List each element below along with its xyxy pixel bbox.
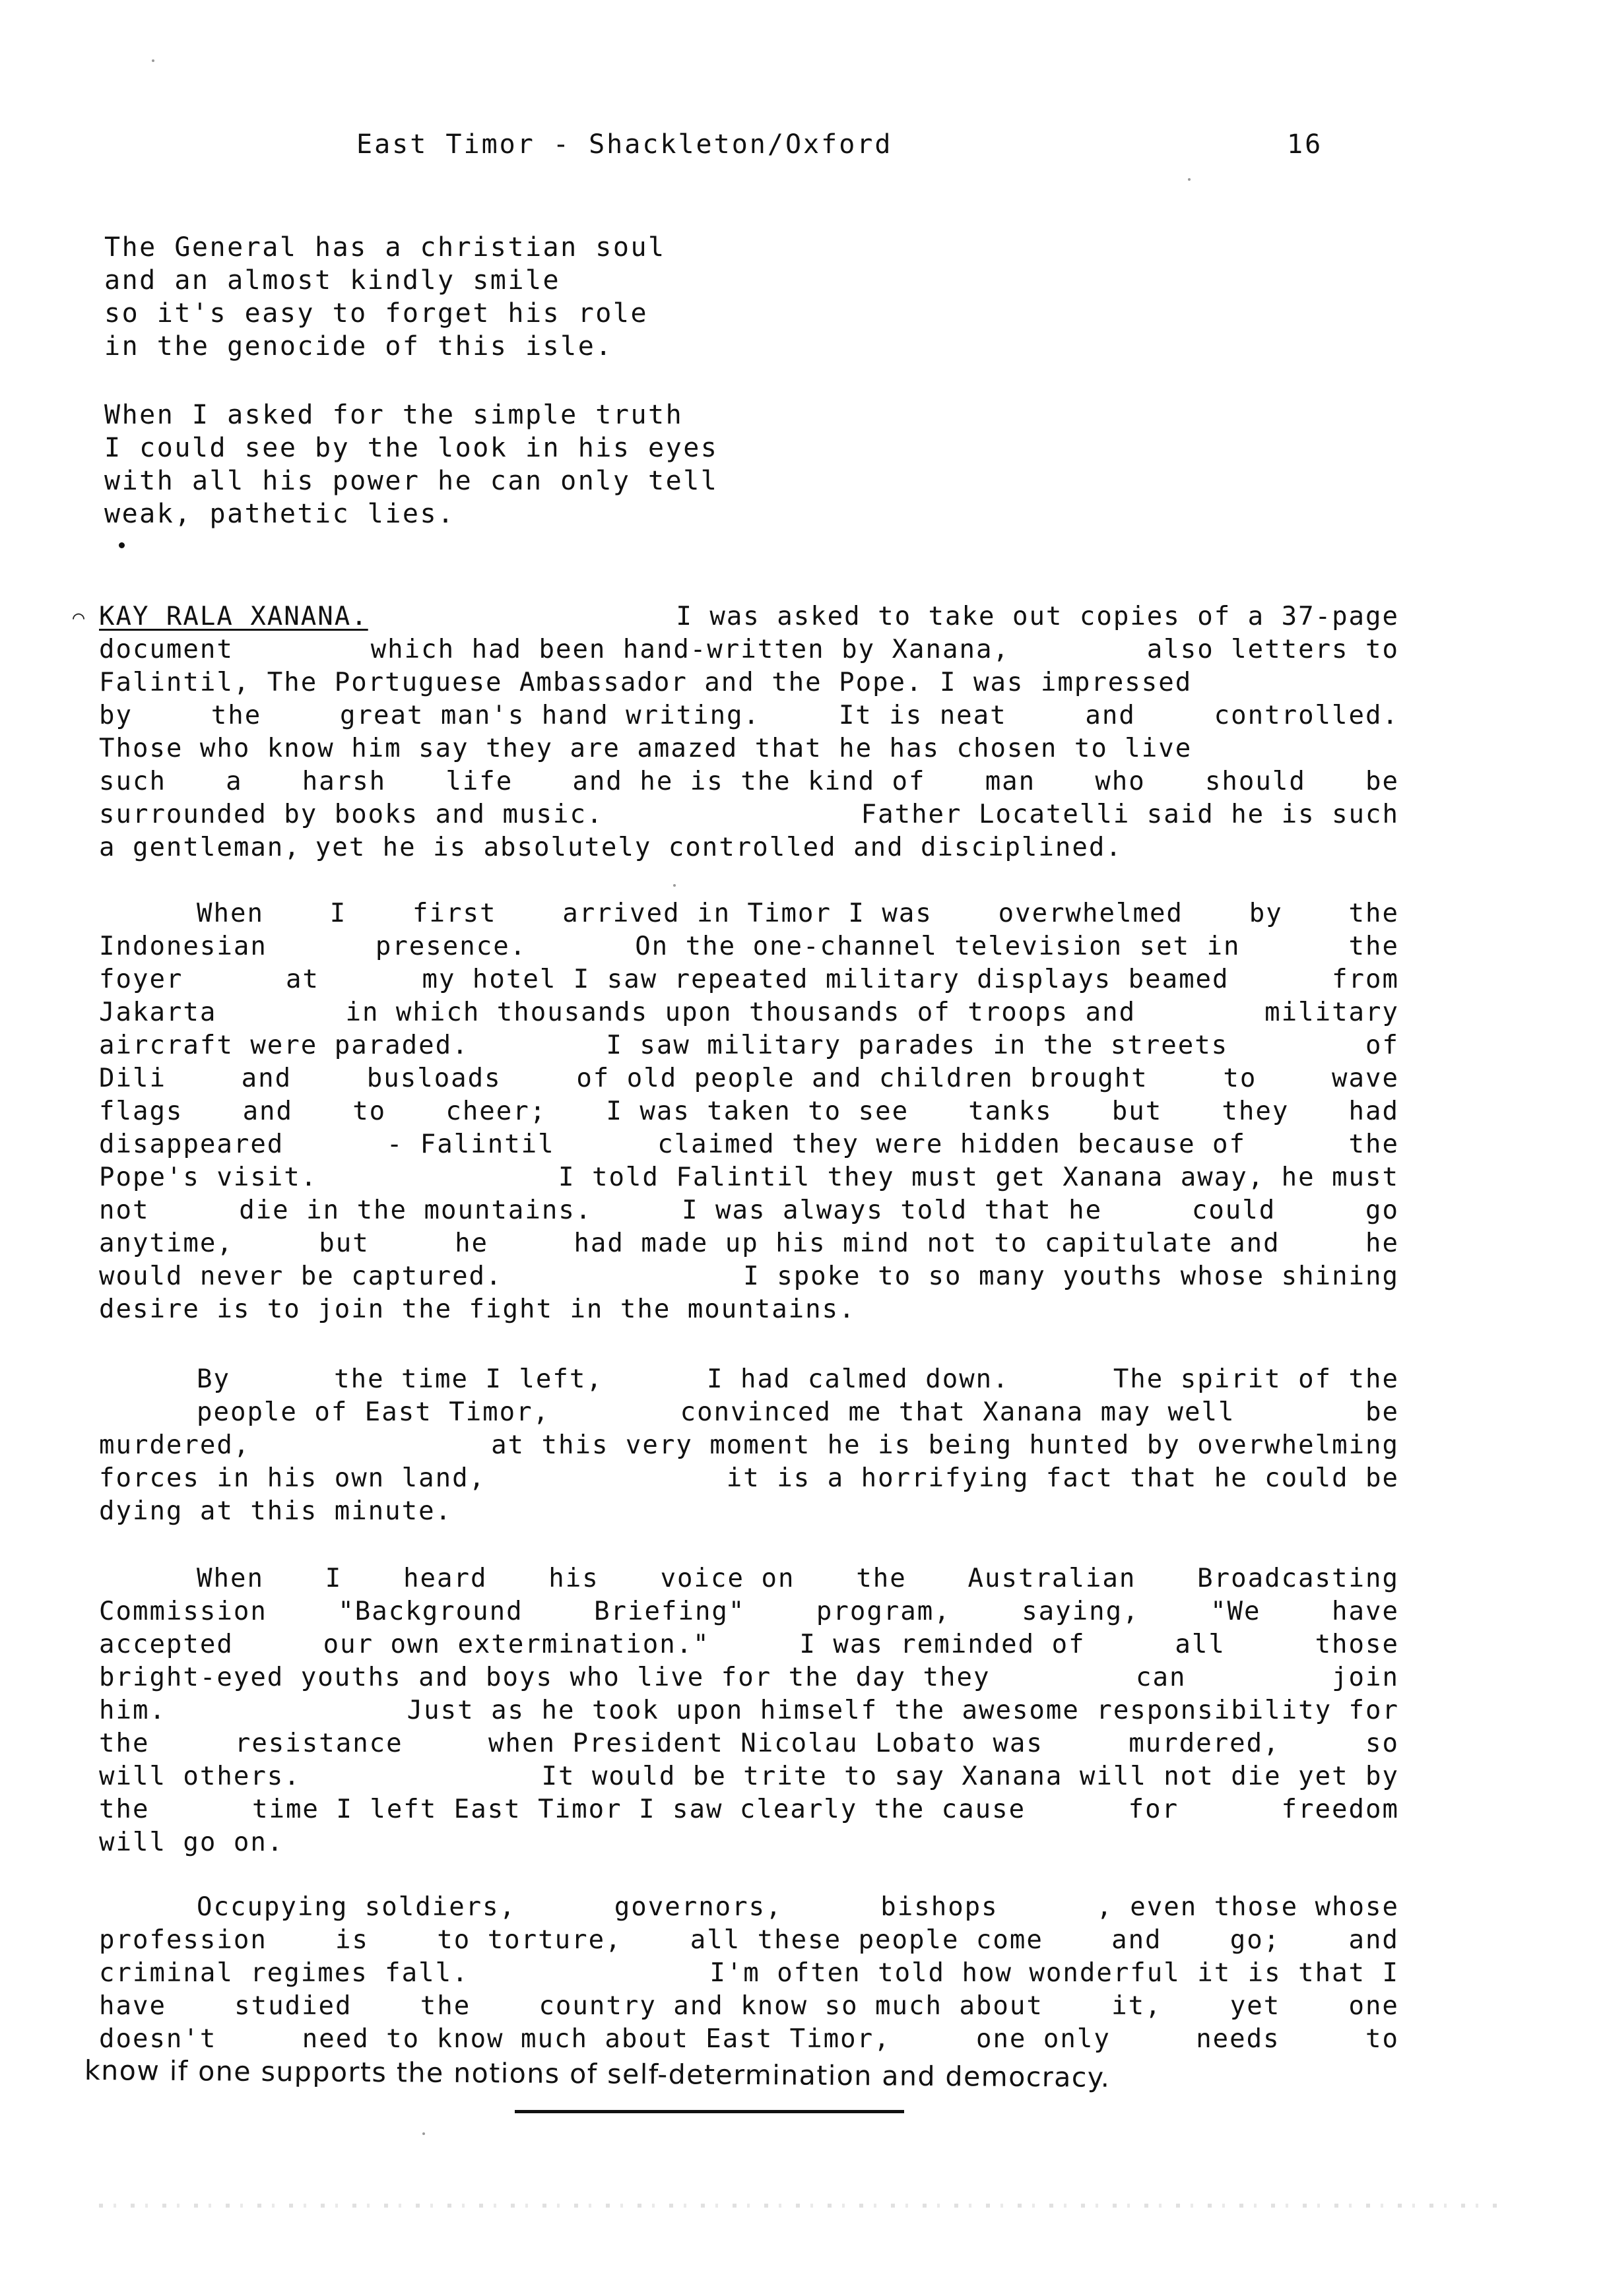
line-segment: Australian: [967, 1564, 1136, 1593]
line-segment: I saw military parades in the streets: [606, 1031, 1229, 1060]
line-segment: the: [211, 701, 262, 730]
line-segment: I had calmed down.: [707, 1364, 1010, 1394]
line-segment: claimed they were hidden because of: [657, 1130, 1246, 1159]
poem-line: so it's easy to forget his role: [104, 298, 649, 329]
paragraph-line: [99, 930, 1399, 963]
bullet-dot: [119, 542, 125, 548]
line-segment: I'm often told how wonderful it is that I: [709, 1958, 1399, 1988]
line-segment: the: [420, 1991, 471, 2021]
line-segment: and: [1348, 1925, 1399, 1955]
line-segment: who: [1095, 767, 1146, 796]
line-segment: it,: [1111, 1991, 1162, 2021]
line-segment: for: [1128, 1795, 1179, 1824]
line-segment: yet: [1229, 1991, 1281, 2021]
line-segment: I: [325, 1564, 343, 1593]
paragraph-line: [99, 765, 1399, 798]
line-segment: Occupying soldiers,: [197, 1892, 517, 1922]
running-header: East Timor - Shackleton/Oxford: [356, 129, 893, 160]
line-segment: at: [285, 965, 319, 994]
line-segment: it is a horrifying fact that he could be: [726, 1463, 1399, 1493]
line-segment: the: [856, 1564, 907, 1593]
paragraph-line: [99, 666, 1399, 699]
line-segment: studied: [234, 1991, 352, 2021]
line-segment: Indonesian: [99, 932, 267, 961]
scan-speck: [1188, 178, 1191, 181]
paragraph-line: [99, 1826, 1399, 1859]
line-segment: not: [99, 1196, 150, 1225]
line-segment: first: [412, 899, 497, 928]
line-segment: murdered,: [99, 1430, 251, 1460]
line-segment: I told Falintil they must get Xanana away, he must: [558, 1163, 1399, 1192]
line-segment: presence.: [375, 932, 527, 961]
line-segment: of old people and children brought: [576, 1064, 1148, 1093]
line-segment: those: [1315, 1630, 1399, 1659]
line-segment: program,: [816, 1597, 951, 1626]
line-segment: our own extermination.": [323, 1630, 710, 1659]
line-segment: could: [1191, 1196, 1276, 1225]
line-segment: I spoke to so many youths whose shining: [743, 1261, 1399, 1291]
line-segment: "We: [1210, 1597, 1261, 1626]
line-segment: have: [1332, 1597, 1399, 1626]
paragraph-line: [99, 1363, 1399, 1396]
line-segment: Pope's visit.: [99, 1163, 318, 1192]
line-segment: aircraft were paraded.: [99, 1031, 469, 1060]
line-segment: disappeared: [99, 1130, 284, 1159]
paragraph-occupying: [99, 1891, 1399, 2056]
poem-stanza-1: [104, 231, 666, 363]
paragraph-line: [99, 831, 1399, 864]
line-segment: the time I left,: [334, 1364, 603, 1394]
line-segment: convinced me that Xanana may well: [680, 1397, 1235, 1427]
line-segment: It would be trite to say Xanana will not die yet by: [541, 1762, 1399, 1791]
line-segment: saying,: [1022, 1597, 1140, 1626]
paragraph-line: [99, 1095, 1399, 1128]
poem-line: The General has a christian soul: [104, 232, 666, 263]
paragraph-line: [99, 732, 1399, 765]
paragraph-line: [99, 1029, 1399, 1062]
line-segment: dying at this minute.: [99, 1496, 453, 1526]
line-segment: desire is to join the fight in the mountains.: [99, 1294, 856, 1324]
line-segment: one: [1348, 1991, 1399, 2021]
paragraph-line: [99, 1128, 1399, 1161]
line-segment: forces in his own land,: [99, 1463, 486, 1493]
line-segment: had made up his mind not to capitulate and: [573, 1228, 1280, 1258]
line-segment: which had been hand-written by Xanana,: [370, 635, 1010, 664]
line-segment: the: [99, 1795, 150, 1824]
poem-line: weak, pathetic lies.: [104, 499, 455, 529]
line-segment: go: [1365, 1196, 1399, 1225]
line-segment: be: [1365, 767, 1399, 796]
paragraph-line: [99, 1760, 1399, 1793]
line-segment: from: [1332, 965, 1399, 994]
line-segment: people of East Timor,: [197, 1397, 550, 1427]
line-segment: I was asked to take out copies of a 37-page: [676, 602, 1399, 631]
paragraph-arrival: [99, 897, 1399, 1326]
poem-line: with all his power he can only tell: [104, 466, 719, 496]
line-segment: bright-eyed youths and boys who live for the day they: [99, 1663, 991, 1692]
line-segment: , even those whose: [1096, 1892, 1399, 1922]
line-segment: a gentleman,: [99, 833, 301, 862]
paragraph-line: [99, 1891, 1399, 1924]
line-segment: Father Locatelli said he is such: [861, 800, 1399, 829]
line-segment: but: [1111, 1097, 1163, 1126]
poem-line: and an almost kindly smile: [104, 265, 561, 296]
paragraph-line: [99, 1562, 1399, 1595]
line-segment: voice on: [660, 1564, 795, 1593]
line-segment: the: [1348, 1130, 1399, 1159]
paragraph-line: [99, 1161, 1399, 1194]
line-segment: yet he is absolutely controlled and disciplined.: [315, 833, 1123, 862]
line-segment: great man's hand writing.: [340, 701, 761, 730]
paragraph-line: [99, 1260, 1399, 1293]
paragraph-line: [99, 1957, 1399, 1990]
line-segment: Jakarta: [99, 998, 217, 1027]
line-segment: I was always told that he: [682, 1196, 1103, 1225]
line-segment: overwhelmed: [998, 899, 1183, 928]
section-heading: KAY RALA XANANA.: [99, 602, 368, 631]
line-segment: country and know so much about: [539, 1991, 1043, 2021]
line-segment: I was reminded of: [799, 1630, 1086, 1659]
line-segment: so: [1365, 1729, 1399, 1758]
paragraph-line: [99, 600, 1399, 633]
line-segment: to torture,: [437, 1925, 622, 1955]
scan-speck: [152, 59, 154, 62]
paragraph-line: [99, 897, 1399, 930]
line-segment: time I left East Timor I saw clearly the cause: [251, 1795, 1026, 1824]
paragraph-line: [99, 1661, 1399, 1694]
line-segment: On the one-channel television set in: [635, 932, 1241, 961]
line-segment: to: [1223, 1064, 1257, 1093]
line-segment: Broadcasting: [1197, 1564, 1399, 1593]
line-segment: profession: [99, 1925, 267, 1955]
page-number: 16: [1287, 129, 1323, 160]
line-segment: by: [1249, 899, 1283, 928]
paragraph-line: [99, 1595, 1399, 1628]
paragraph-xanana: [99, 600, 1399, 864]
line-segment: and: [242, 1097, 294, 1126]
paragraph-line: [99, 996, 1399, 1029]
line-segment: Those who know him say they are amazed that he has chosen to live: [99, 734, 1193, 763]
line-segment: Briefing": [594, 1597, 746, 1626]
scan-speck: [422, 2132, 425, 2135]
line-segment: When: [197, 1564, 264, 1593]
line-segment: cheer;: [445, 1097, 547, 1126]
line-segment: join: [1332, 1663, 1399, 1692]
line-segment: foyer: [99, 965, 183, 994]
line-segment: anytime,: [99, 1228, 234, 1258]
line-segment: and: [241, 1064, 292, 1093]
poem-line: When I asked for the simple truth: [104, 400, 684, 430]
line-segment: accepted: [99, 1630, 234, 1659]
line-segment: flags: [99, 1097, 183, 1126]
line-segment: murdered,: [1129, 1729, 1280, 1758]
line-segment: a: [226, 767, 243, 796]
line-segment: such: [99, 767, 166, 796]
line-segment: also letters to: [1146, 635, 1399, 664]
line-segment: harsh: [302, 767, 387, 796]
poem-line: in the genocide of this isle.: [104, 331, 613, 362]
paragraph-line: [99, 1429, 1399, 1462]
line-segment: at this very moment he is being hunted by overwhelming: [491, 1430, 1399, 1460]
line-segment: he: [1365, 1228, 1399, 1258]
line-segment: he: [455, 1228, 489, 1258]
paragraph-line: [99, 798, 1399, 831]
line-segment: governors,: [614, 1892, 783, 1922]
line-segment: one only: [975, 2024, 1111, 2054]
line-segment: and: [1111, 1925, 1162, 1955]
line-segment: needs: [1196, 2024, 1280, 2054]
line-segment: to: [352, 1097, 387, 1126]
line-segment: but: [319, 1228, 370, 1258]
paragraph-line: [99, 1062, 1399, 1095]
paragraph-line: [99, 1924, 1399, 1957]
line-segment: wave: [1332, 1064, 1399, 1093]
line-segment: his: [548, 1564, 599, 1593]
line-segment: man: [985, 767, 1036, 796]
poem-stanza-2: [104, 399, 718, 530]
line-segment: life: [445, 767, 513, 796]
line-segment: surrounded by books and music.: [99, 800, 604, 829]
line-segment: bishops: [880, 1892, 999, 1922]
line-segment: arrived in Timor I was: [562, 899, 933, 928]
paragraph-line: [99, 1990, 1399, 2023]
paragraph-line: [99, 1194, 1399, 1227]
paragraph-line: [99, 1462, 1399, 1495]
paragraph-time-left: [99, 1363, 1399, 1528]
line-segment: Commission: [99, 1597, 267, 1626]
paragraph-line: [99, 1628, 1399, 1661]
paragraph-line: [99, 1495, 1399, 1528]
end-rule: [515, 2110, 904, 2113]
line-segment: doesn't: [99, 2024, 217, 2054]
line-segment: can: [1136, 1663, 1187, 1692]
line-segment: I was taken to see: [606, 1097, 909, 1126]
line-segment: would never be captured.: [99, 1261, 503, 1291]
line-segment: Dili: [99, 1064, 166, 1093]
line-segment: document: [99, 635, 234, 664]
paragraph-line: [99, 1396, 1399, 1429]
line-segment: be: [1365, 1397, 1399, 1427]
line-segment: military: [1264, 998, 1399, 1027]
line-segment: When: [197, 899, 264, 928]
paragraph-line: [99, 2023, 1399, 2056]
line-segment: tanks: [968, 1097, 1053, 1126]
line-segment: my hotel I saw repeated military displays beamed: [422, 965, 1229, 994]
line-segment: should: [1204, 767, 1306, 796]
line-segment: and: [1085, 701, 1136, 730]
paragraph-line: [99, 963, 1399, 996]
paragraph-line: [99, 1227, 1399, 1260]
scan-speck: [673, 884, 676, 887]
line-segment: and he is the kind of: [572, 767, 926, 796]
paragraph-broadcast: [99, 1562, 1399, 1859]
line-segment: go;: [1229, 1925, 1281, 1955]
paragraph-line: [99, 699, 1399, 732]
line-segment: It is neat: [838, 701, 1007, 730]
scan-artifact: [99, 2204, 1505, 2208]
paragraph-line: [99, 1694, 1399, 1727]
line-segment: I: [329, 899, 347, 928]
line-segment: heard: [403, 1564, 488, 1593]
poem-line: I could see by the look in his eyes: [104, 433, 719, 463]
line-segment: the: [1348, 932, 1399, 961]
paragraph-line: [99, 1727, 1399, 1760]
paragraph-line: [99, 633, 1399, 666]
line-segment: of: [1365, 1031, 1399, 1060]
line-segment: die in the mountains.: [239, 1196, 593, 1225]
line-segment: have: [99, 1991, 166, 2021]
paragraph-line: [99, 1293, 1399, 1326]
line-segment: in which thousands upon thousands of troops and: [345, 998, 1136, 1027]
line-segment: all these people come: [690, 1925, 1043, 1955]
line-segment: freedom: [1281, 1795, 1399, 1824]
line-segment: need to know much about East Timor,: [302, 2024, 891, 2054]
closing-line: know if one supports the notions of self-determination and democracy.: [84, 2055, 1111, 2093]
line-segment: the: [99, 1729, 150, 1758]
line-segment: Falintil, The Portuguese Ambassador and the Pope. I was impressed: [99, 668, 1193, 697]
line-segment: the: [1348, 899, 1399, 928]
line-segment: resistance: [234, 1729, 403, 1758]
line-segment: they: [1222, 1097, 1290, 1126]
line-segment: - Falintil: [386, 1130, 555, 1159]
line-segment: Just as he took upon himself the awesome responsibility for: [407, 1696, 1399, 1725]
line-segment: criminal regimes fall.: [99, 1958, 469, 1988]
line-segment: all: [1175, 1630, 1226, 1659]
line-segment: is: [335, 1925, 370, 1955]
line-segment: will go on.: [99, 1828, 284, 1857]
line-segment: The spirit of the: [1113, 1364, 1399, 1394]
line-segment: by: [99, 701, 133, 730]
paragraph-line: [99, 1793, 1399, 1826]
line-segment: had: [1348, 1097, 1399, 1126]
line-segment: to: [1365, 2024, 1399, 2054]
line-segment: "Background: [338, 1597, 523, 1626]
line-segment: busloads: [366, 1064, 502, 1093]
line-segment: him.: [99, 1696, 166, 1725]
line-segment: will others.: [99, 1762, 301, 1791]
line-segment: By: [197, 1364, 230, 1394]
handwritten-mark: ⌒: [73, 606, 85, 629]
line-segment: controlled.: [1214, 701, 1399, 730]
line-segment: when President Nicolau Lobato was: [488, 1729, 1043, 1758]
